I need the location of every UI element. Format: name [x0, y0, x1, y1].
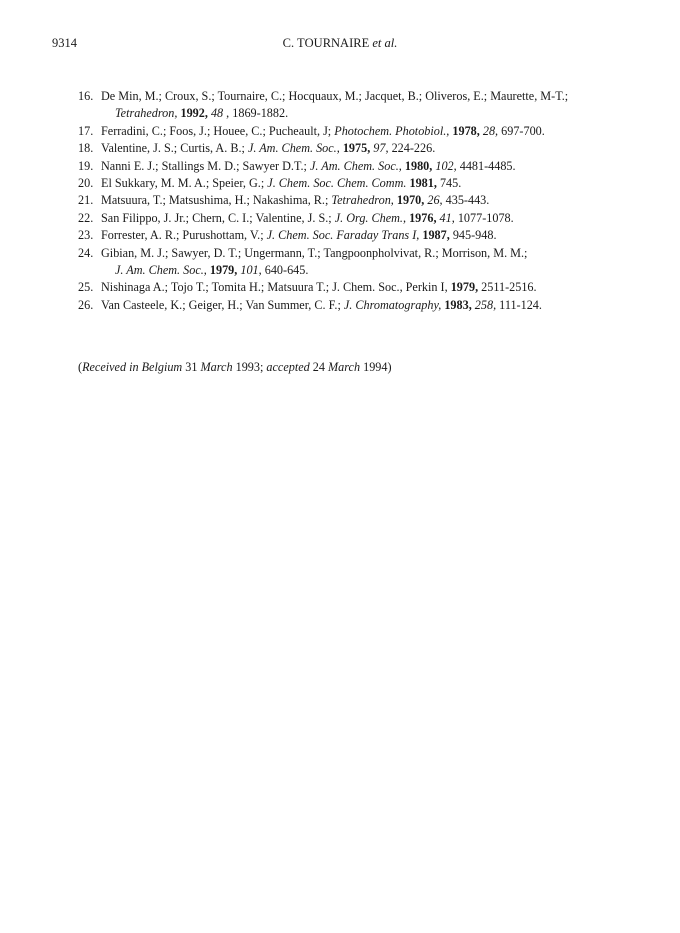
received-month: March: [200, 360, 233, 374]
reference-journal: J. Am. Chem. Soc.,: [309, 158, 402, 173]
reference-pages: 111-124.: [496, 297, 542, 312]
reference-volume: 26,: [427, 193, 443, 208]
accepted-date: 24: [309, 360, 329, 374]
accepted-year: 1994): [360, 360, 392, 374]
reference-continuation: [101, 262, 638, 279]
received-label: Received in Belgium: [82, 360, 183, 374]
reference-year: 1983,: [444, 297, 472, 312]
reference-year: 1987,: [422, 228, 450, 243]
received-year: 1993;: [232, 360, 267, 374]
reference-volume: 258,: [474, 297, 497, 312]
reference-number: 18.: [78, 141, 94, 156]
reference-item: [78, 123, 638, 140]
reference-year: 1970,: [396, 193, 425, 208]
reference-number: 26.: [78, 297, 94, 312]
accepted-month: March: [328, 360, 361, 374]
reference-authors: Nanni E. J.; Stallings M. D.; Sawyer D.T.;: [101, 158, 310, 173]
reference-year: 1981,: [409, 176, 437, 191]
reference-year: 1980,: [404, 158, 433, 173]
reference-number: 24.: [78, 245, 94, 260]
received-open-paren: (: [78, 360, 83, 374]
reference-journal: J. Chromatography,: [343, 297, 442, 312]
reference-journal: J. Am. Chem. Soc.,: [247, 141, 340, 156]
reference-authors: Forrester, A. R.; Purushottam, V.;: [101, 228, 267, 243]
running-head: [0, 36, 680, 51]
reference-volume: 101,: [240, 263, 262, 278]
reference-volume: 41,: [439, 210, 455, 225]
reference-year: 1979,: [450, 280, 479, 295]
reference-number: 19.: [78, 158, 94, 173]
reference-pages: 435-443.: [442, 193, 490, 208]
reference-pages: 697-700.: [498, 123, 545, 138]
running-head-author-prefix: C. T: [282, 36, 305, 50]
reference-item: [78, 158, 638, 175]
reference-item: [78, 245, 638, 280]
reference-number: 25.: [78, 280, 94, 295]
reference-year: 1975,: [342, 141, 371, 156]
page-number: 9314: [52, 36, 77, 50]
reference-journal: J. Chem. Soc. Chem. Comm.: [267, 176, 407, 191]
reference-number: 20.: [78, 176, 94, 191]
received-date: 31: [182, 360, 201, 374]
reference-authors: El Sukkary, M. M. A.; Speier, G.;: [101, 176, 268, 191]
reference-journal: J. Am. Chem. Soc.,: [115, 263, 207, 278]
reference-pages: 640-645.: [261, 263, 309, 278]
reference-list: [78, 88, 638, 314]
reference-journal: J. Org. Chem.,: [334, 210, 407, 225]
page-header: [0, 36, 680, 52]
reference-journal: J. Chem. Soc. Faraday Trans I,: [266, 228, 420, 243]
received-note: [78, 360, 392, 375]
reference-journal: Photochem. Photobiol.,: [334, 123, 450, 138]
reference-pages: 1077-1078.: [454, 210, 514, 225]
reference-pages: 745.: [436, 176, 462, 191]
reference-authors: San Filippo, J. Jr.; Chern, C. I.; Valentine, J. S.;: [101, 210, 335, 225]
reference-pages: , 1869-1882.: [223, 106, 289, 121]
reference-item: [78, 227, 638, 244]
reference-year: 1978,: [452, 123, 480, 138]
reference-number: 16.: [78, 89, 94, 103]
reference-volume: 28,: [482, 123, 499, 138]
reference-year: 1976,: [409, 210, 437, 225]
reference-number: 17.: [78, 123, 94, 138]
reference-year: 1979,: [209, 263, 238, 278]
reference-continuation: [101, 105, 638, 122]
reference-item: [78, 140, 638, 157]
reference-journal: Tetrahedron,: [115, 106, 178, 121]
reference-pages: 2511-2516.: [478, 280, 537, 295]
reference-item: [78, 297, 638, 314]
reference-authors: De Min, M.; Croux, S.; Tournaire, C.; Hocquaux, M.; Jacquet, B.; Oliveros, E.; Maurette, M-T.;: [101, 89, 569, 103]
reference-pages: 224-226.: [388, 141, 436, 156]
reference-number: 22.: [78, 210, 94, 225]
reference-volume: 102,: [435, 158, 457, 173]
reference-item: [78, 192, 638, 209]
reference-journal: Tetrahedron,: [331, 193, 394, 208]
reference-volume: 48: [210, 106, 224, 121]
reference-number: 23.: [78, 228, 94, 243]
reference-item: [78, 175, 638, 192]
reference-authors: Nishinaga A.; Tojo T.; Tomita H.; Matsuura T.; J. Chem. Soc., Perkin I,: [101, 280, 451, 295]
reference-authors: Matsuura, T.; Matsushima, H.; Nakashima, R.;: [101, 193, 332, 208]
reference-pages: 4481-4485.: [456, 158, 516, 173]
reference-item: [78, 279, 638, 296]
reference-number: 21.: [78, 193, 94, 208]
running-head-etal: et al.: [372, 36, 398, 50]
reference-year: 1992,: [180, 106, 208, 121]
reference-authors: Valentine, J. S.; Curtis, A. B.;: [101, 141, 248, 156]
accepted-label: accepted: [266, 360, 310, 374]
reference-authors: Van Casteele, K.; Geiger, H.; Van Summer, C. F.;: [101, 297, 344, 312]
reference-item: [78, 210, 638, 227]
running-head-author-rest: OURNAIRE: [304, 36, 370, 50]
reference-item: [78, 88, 638, 123]
reference-pages: 945-948.: [449, 228, 497, 243]
reference-volume: 97,: [373, 141, 389, 156]
reference-authors: Gibian, M. J.; Sawyer, D. T.; Ungermann, T.; Tangpoonpholvivat, R.; Morrison, M. M.;: [101, 245, 528, 260]
reference-authors: Ferradini, C.; Foos, J.; Houee, C.; Pucheault, J;: [101, 123, 335, 138]
